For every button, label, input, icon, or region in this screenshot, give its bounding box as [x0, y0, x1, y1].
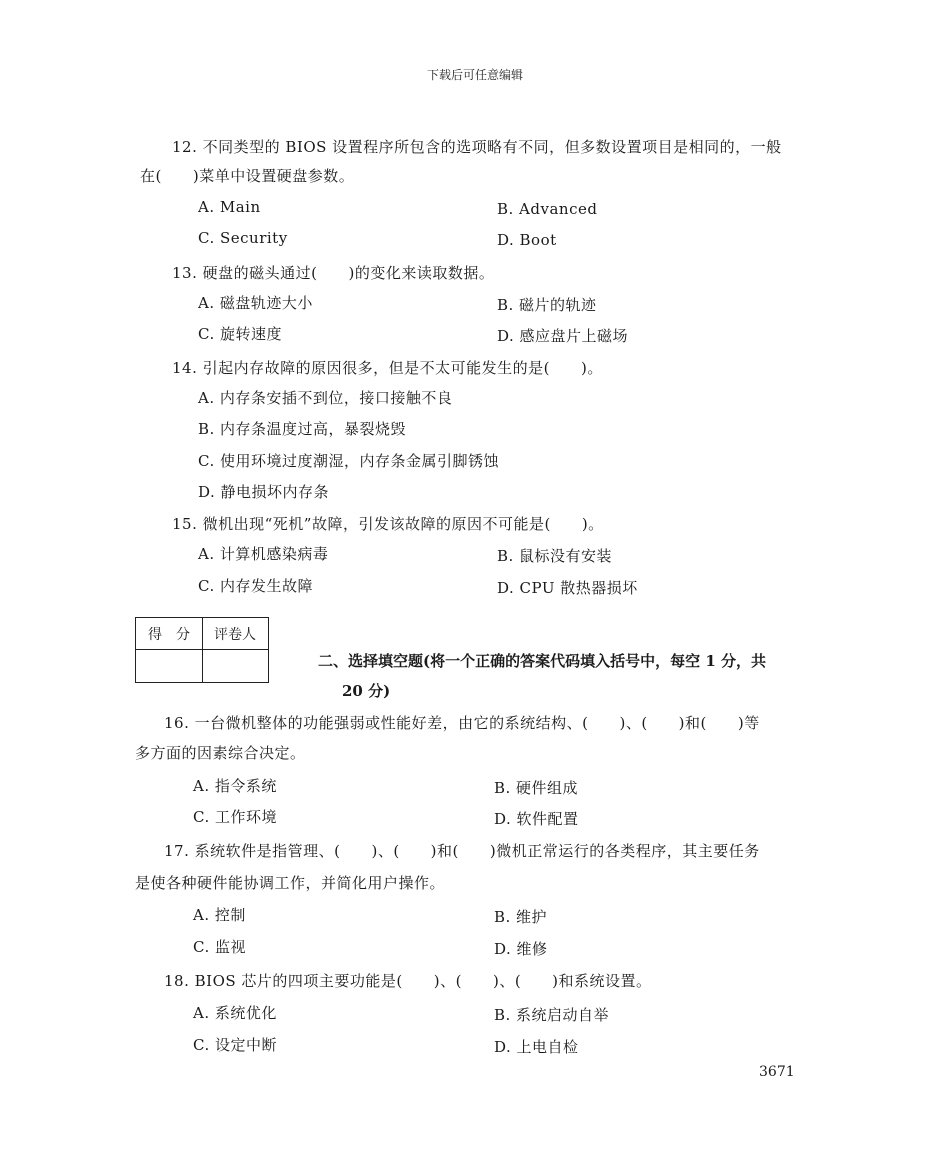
q16-option-a: A. 指令系统	[193, 777, 277, 795]
q15-option-b: B. 鼠标没有安装	[497, 547, 613, 565]
q13-option-d: D. 感应盘片上磁场	[497, 327, 629, 345]
q13-option-b: B. 磁片的轨迹	[497, 296, 597, 314]
q17-option-a: A. 控制	[193, 906, 246, 924]
table-divider	[202, 618, 203, 682]
q18-option-d: D. 上电自检	[494, 1038, 579, 1056]
question-18-text: 18. BIOS 芯片的四项主要功能是( )、( )、( )和系统设置。	[164, 972, 652, 990]
q16-option-c: C. 工作环境	[193, 808, 277, 826]
score-table	[135, 617, 269, 683]
q13-option-a: A. 磁盘轨迹大小	[198, 294, 313, 312]
q14-option-a: A. 内存条安插不到位，接口接触不良	[198, 389, 453, 407]
q12-option-b: B. Advanced	[497, 200, 598, 218]
q18-option-a: A. 系统优化	[193, 1004, 277, 1022]
q14-option-d: D. 静电损坏内存条	[198, 483, 330, 501]
q15-option-a: A. 计算机感染病毒	[198, 545, 329, 563]
q14-option-c: C. 使用环境过度潮湿，内存条金属引脚锈蚀	[198, 452, 499, 470]
q12-option-a: A. Main	[198, 198, 261, 216]
question-14-text: 14. 引起内存故障的原因很多，但是不太可能发生的是( )。	[172, 359, 603, 377]
grader-label: 评卷人	[214, 627, 256, 643]
page-header: 下载后可任意编辑	[426, 68, 523, 82]
question-12-text: 12. 不同类型的 BIOS 设置程序所包含的选项略有不同，但多数设置项目是相同的，一般	[172, 138, 782, 156]
section-title: 二、选择填空题(将一个正确的答案代码填入括号中，每空 1 分，共	[318, 652, 766, 670]
q18-option-b: B. 系统启动自举	[494, 1006, 610, 1024]
page-number: 3671	[759, 1064, 795, 1080]
q17-option-d: D. 维修	[494, 940, 548, 958]
question-12-text-cont: 在( )菜单中设置硬盘参数。	[140, 167, 355, 185]
q12-option-d: D. Boot	[497, 231, 557, 249]
q12-option-c: C. Security	[198, 229, 288, 247]
q15-option-c: C. 内存发生故障	[198, 577, 313, 595]
question-17-text: 17. 系统软件是指管理、( )、( )和( )微机正常运行的各类程序，其主要任务	[164, 842, 760, 860]
question-13-text: 13. 硬盘的磁头通过( )的变化来读取数据。	[172, 264, 495, 282]
question-16-text: 16. 一台微机整体的功能强弱或性能好差，由它的系统结构、( )、( )和( )等	[164, 714, 760, 732]
q13-option-c: C. 旋转速度	[198, 325, 282, 343]
q17-option-b: B. 维护	[494, 908, 548, 926]
q17-option-c: C. 监视	[193, 938, 246, 956]
question-17-text-cont: 是使各种硬件能协调工作，并简化用户操作。	[135, 874, 446, 892]
q14-option-b: B. 内存条温度过高，暴裂烧毁	[198, 420, 407, 438]
q18-option-c: C. 设定中断	[193, 1036, 277, 1054]
question-15-text: 15. 微机出现“死机”故障，引发该故障的原因不可能是( )。	[172, 515, 604, 533]
question-16-text-cont: 多方面的因素综合决定。	[135, 744, 306, 762]
q16-option-b: B. 硬件组成	[494, 779, 579, 797]
q15-option-d: D. CPU 散热器损坏	[497, 579, 638, 597]
section-title-cont: 20 分)	[342, 682, 391, 700]
score-label: 得 分	[148, 627, 190, 643]
q16-option-d: D. 软件配置	[494, 810, 579, 828]
